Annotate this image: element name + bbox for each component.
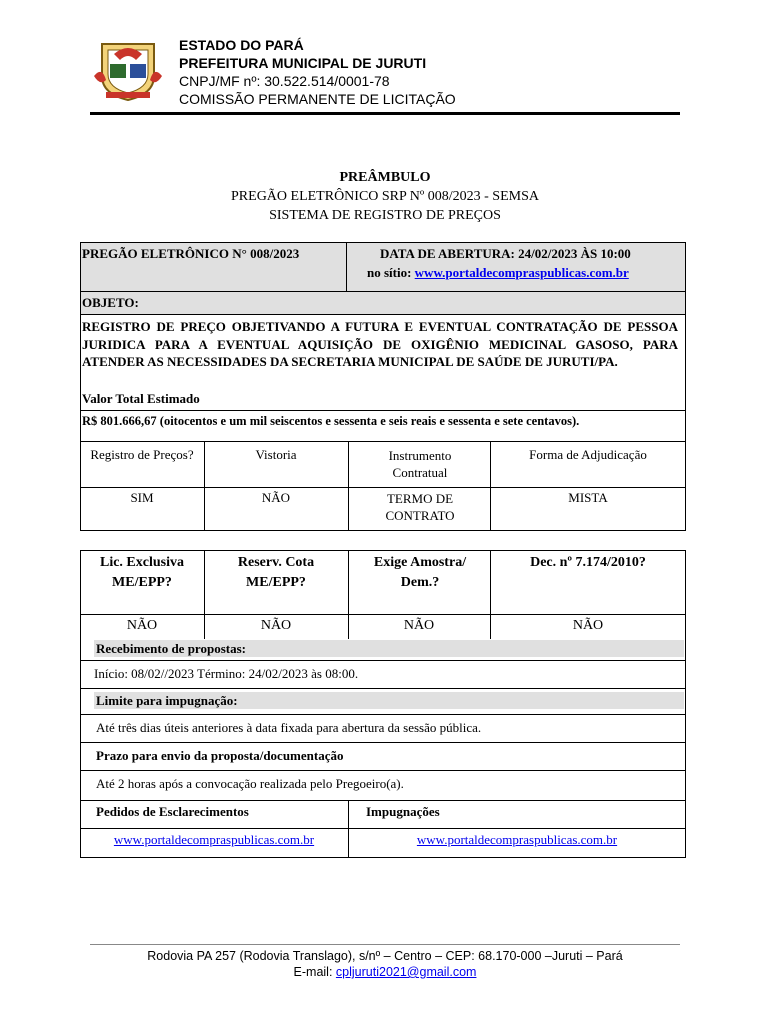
table2-row-divider xyxy=(80,614,686,615)
table2-row-divider xyxy=(80,660,686,661)
receipt-label: Recebimento de propostas: xyxy=(96,641,246,656)
challenge-text: Até três dias úteis anteriores à data fixada para abertura da sessão pública. xyxy=(96,720,482,735)
table2-value: NÃO xyxy=(403,618,435,633)
table1-header: Registro de Preços? xyxy=(90,447,194,462)
site-label: no sítio: xyxy=(367,265,412,280)
site-line xyxy=(367,265,629,281)
table1-row-divider xyxy=(80,487,686,488)
table2-row-divider xyxy=(80,800,686,801)
deadline-label: Prazo para envio da proposta/documentação xyxy=(96,748,344,763)
object-label: OBJETO: xyxy=(82,295,139,310)
table2-header: Exige Amostra/ Dem.? xyxy=(373,555,467,590)
table1-value: NÃO xyxy=(261,490,291,505)
table1-value: TERMO DE CONTRATO xyxy=(385,491,455,523)
preamble-line1: PREGÃO ELETRÔNICO SRP Nº 008/2023 - SEMSA xyxy=(231,189,539,204)
municipal-coat-of-arms-icon xyxy=(92,36,164,102)
site-link[interactable]: www.portaldecompraspublicas.com.br xyxy=(414,265,629,280)
challenges-label: Impugnações xyxy=(366,804,440,819)
value-divider xyxy=(80,410,686,411)
letterhead xyxy=(179,36,456,108)
table2-row-divider xyxy=(80,688,686,689)
object-label-row xyxy=(80,291,686,315)
table2-header: Dec. nº 7.174/2010? xyxy=(530,555,646,570)
challenges-link-cell xyxy=(348,832,686,848)
table2-col-divider xyxy=(348,800,349,858)
preamble-line2: SISTEMA DE REGISTRO DE PREÇOS xyxy=(269,208,501,223)
table2-header: Lic. Exclusiva ME/EPP? xyxy=(99,555,184,590)
preamble-title: PREÂMBULO xyxy=(339,170,431,185)
header-divider xyxy=(90,112,680,115)
municipality-name: PREFEITURA MUNICIPAL DE JURUTI xyxy=(179,55,427,71)
footer-email-line xyxy=(0,964,770,980)
state-name: ESTADO DO PARÁ xyxy=(179,37,304,53)
challenges-link[interactable]: www.portaldecompraspublicas.com.br xyxy=(416,832,618,847)
table2-header: Reserv. Cota ME/EPP? xyxy=(237,555,315,590)
opening-date: DATA DE ABERTURA: 24/02/2023 ÀS 10:00 xyxy=(380,246,631,261)
clarifications-label: Pedidos de Esclarecimentos xyxy=(96,804,249,819)
table2-value: NÃO xyxy=(572,618,604,633)
receipt-text: Início: 08/02//2023 Término: 24/02/2023 às 08:00. xyxy=(94,666,359,681)
table1-header: Forma de Adjudicação xyxy=(529,447,647,462)
table1-value: MISTA xyxy=(568,490,608,505)
email-label: E-mail: xyxy=(293,965,333,979)
table1-header: Instrumento Contratual xyxy=(388,448,452,480)
footer xyxy=(0,948,770,980)
value-text: R$ 801.666,67 (oitocentos e um mil seiscentos e sessenta e seis reais e sessenta e sete centavos). xyxy=(82,414,580,428)
deadline-text: Até 2 horas após a convocação realizada pelo Pregoeiro(a). xyxy=(96,776,404,791)
table2-value: NÃO xyxy=(260,618,292,633)
object-text: REGISTRO DE PREÇO OBJETIVANDO A FUTURA E EVENTUAL CONTRATAÇÃO DE PESSOA JURIDICA PARA A EVENTUAL AQUISIÇÃO DE OXIGÊNIO MEDICINAL GASOSO, PARA ATENDER AS NECESSIDADES DA SECRETARIA MUNICIPAL DE SAÚDE DE JURUTI/PA. xyxy=(82,319,678,369)
table1-value: SIM xyxy=(130,490,154,505)
pregao-number: PREGÃO ELETRÔNICO N° 008/2023 xyxy=(82,246,300,261)
footer-divider xyxy=(90,944,680,945)
challenge-label: Limite para impugnação: xyxy=(96,693,238,708)
table2-row-divider xyxy=(80,828,686,829)
clarifications-link[interactable]: www.portaldecompraspublicas.com.br xyxy=(113,832,315,847)
table1-header: Vistoria xyxy=(255,447,297,462)
table2-row-divider xyxy=(80,770,686,771)
table1-col-divider xyxy=(348,441,349,531)
table2-row-divider xyxy=(80,742,686,743)
table2-row-divider xyxy=(80,714,686,715)
clarifications-link-cell xyxy=(80,832,348,848)
commission-name: COMISSÃO PERMANENTE DE LICITAÇÃO xyxy=(179,91,456,107)
summary-divider xyxy=(346,242,347,292)
footer-address: Rodovia PA 257 (Rodovia Translago), s/nº – Centro – CEP: 68.170-000 –Juruti – Pará xyxy=(147,949,623,963)
cnpj: CNPJ/MF nº: 30.522.514/0001-78 xyxy=(179,73,390,89)
email-link[interactable]: cpljuruti2021@gmail.com xyxy=(335,965,477,979)
value-label: Valor Total Estimado xyxy=(82,391,200,406)
table2-value: NÃO xyxy=(126,618,158,633)
preamble xyxy=(0,168,770,225)
